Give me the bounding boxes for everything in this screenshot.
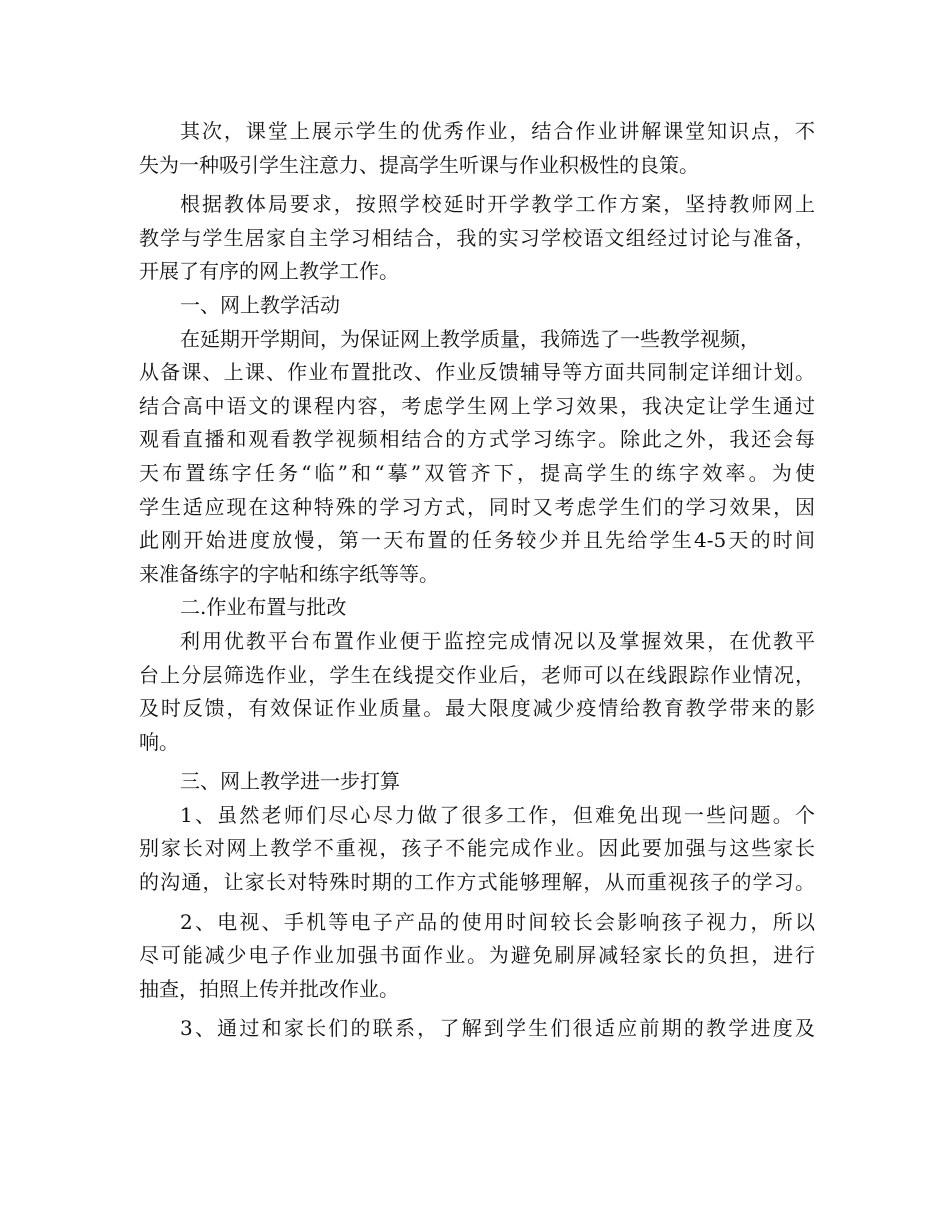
paragraph-line: 从备课、上课、作业布置批改、作业反馈辅导等方面共同制定详细计划。	[139, 360, 815, 385]
paragraph-line: 的沟通，让家长对特殊时期的工作方式能够理解，从而重视孩子的学习。	[139, 870, 815, 895]
paragraph-line: 此刚开始进度放慢，第一天布置的任务较少并且先给学生4-5天的时间	[139, 528, 815, 553]
paragraph-line: 根据教体局要求，按照学校延时开学教学工作方案，坚持教师网上	[180, 192, 815, 217]
paragraph-line: 及时反馈，有效保证作业质量。最大限度减少疫情给教育教学带来的影	[139, 696, 815, 721]
paragraph-line: 来准备练字的字帖和练字纸等等。	[139, 561, 439, 586]
paragraph-line: 别家长对网上教学不重视，孩子不能完成作业。因此要加强与这些家长	[139, 836, 815, 861]
section-heading: 二.作业布置与批改	[180, 595, 347, 620]
paragraph-line: 响。	[139, 729, 179, 754]
paragraph-line: 学生适应现在这种特殊的学习方式，同时又考虑学生们的学习效果，因	[139, 494, 815, 519]
paragraph-line: 尽可能减少电子作业加强书面作业。为避免刷屏减轻家长的负担，进行	[139, 943, 815, 968]
document-body	[139, 112, 815, 1043]
paragraph-line: 台上分层筛选作业，学生在线提交作业后，老师可以在线跟踪作业情况，	[139, 662, 815, 687]
paragraph-line: 观看直播和观看教学视频相结合的方式学习练字。除此之外，我还会每	[139, 427, 815, 452]
paragraph-line: 2、电视、手机等电子产品的使用时间较长会影响孩子视力，所以	[180, 909, 815, 934]
paragraph-line: 利用优教平台布置作业便于监控完成情况以及掌握效果，在优教平	[180, 628, 815, 653]
paragraph-line: 3、通过和家长们的联系，了解到学生们很适应前期的教学进度及	[180, 1016, 815, 1041]
paragraph-line: 天布置练字任务“临”和“摹”双管齐下，提高学生的练字效率。为使	[139, 460, 815, 485]
paragraph-line: 抽查，拍照上传并批改作业。	[139, 976, 399, 1001]
paragraph-line: 教学与学生居家自主学习相结合，我的实习学校语文组经过讨论与准备，	[139, 225, 815, 250]
paragraph-line: 开展了有序的网上教学工作。	[139, 259, 399, 284]
paragraph-line: 其次，课堂上展示学生的优秀作业，结合作业讲解课堂知识点，不	[180, 119, 815, 143]
paragraph-line: 1、虽然老师们尽心尽力做了很多工作，但难免出现一些问题。个	[180, 802, 815, 827]
section-heading: 三、网上教学进一步打算	[180, 769, 400, 794]
paragraph-line: 失为一种吸引学生注意力、提高学生听课与作业积极性的良策。	[139, 152, 699, 177]
paragraph-line: 在延期开学期间，为保证网上教学质量，我筛选了一些教学视频，	[180, 326, 760, 351]
section-heading: 一、网上教学活动	[180, 292, 340, 317]
paragraph-line: 结合高中语文的课程内容，考虑学生网上学习效果，我决定让学生通过	[139, 393, 815, 418]
